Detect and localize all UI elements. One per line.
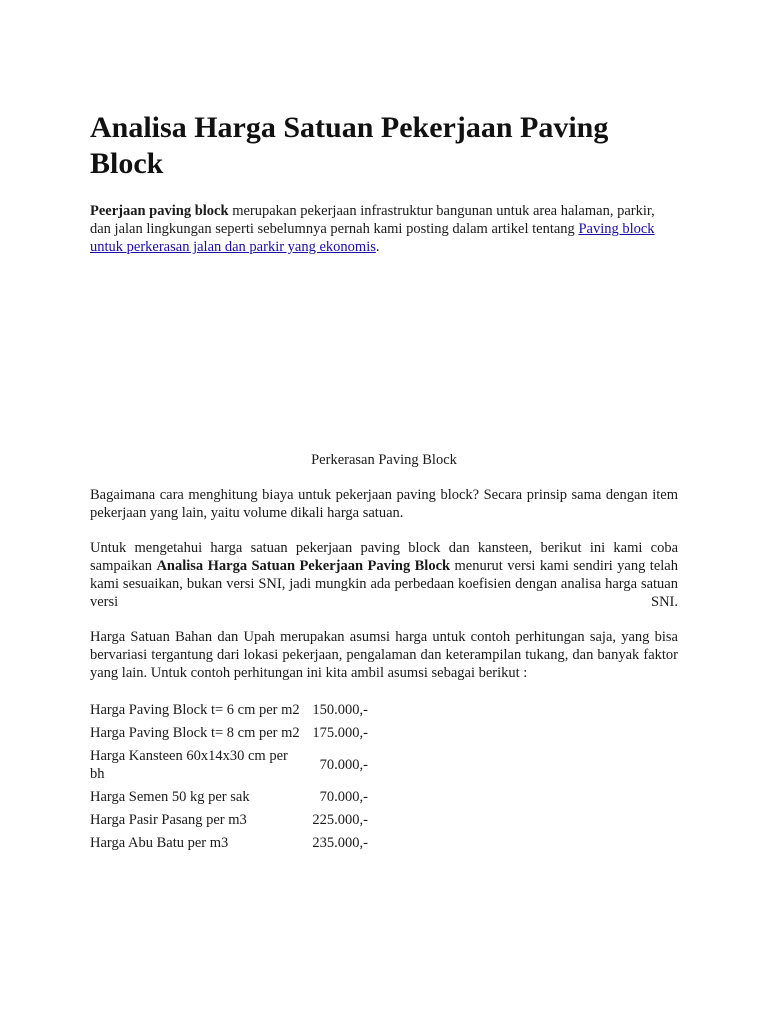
intro-paragraph (90, 202, 678, 256)
image-caption: Perkerasan Paving Block (311, 452, 457, 468)
paragraph-3: Harga Satuan Bahan dan Upah merupakan asumsi harga untuk contoh perhitungan saja, yang bisa bervariasi tergantung dari lokasi pekerjaan, pengalaman dan keterampilan tukang, dan banyak faktor yang lain. Untuk contoh perhitungan ini kita ambil asumsi sebagai berikut : (90, 629, 678, 681)
price-value: 150.000,- (312, 702, 368, 718)
price-item: Harga Semen 50 kg per sak (90, 789, 250, 805)
article-title: Analisa Harga Satuan Pekerjaan Paving Block (90, 111, 609, 180)
intro-end: . (375, 239, 380, 255)
paragraph-2-post: menurut versi kami sendiri yang telah kami sesuaikan, bukan versi SNI, jadi mungkin ada perbedaan koefisien dengan analisa harga satuan versi SNI. (90, 558, 678, 610)
intro-text: merupakan pekerjaan infrastruktur bangunan untuk area halaman, parkir, dan jalan lingkungan seperti sebelumnya pernah kami posting dalam artikel tentang (90, 203, 655, 237)
paragraph-1: Bagaimana cara menghitung biaya untuk pekerjaan paving block? Secara prinsip sama dengan item pekerjaan yang lain, yaitu volume dikali harga satuan. (90, 487, 678, 521)
price-value: 235.000,- (312, 835, 368, 851)
paragraph-2 (90, 539, 678, 611)
paragraph-2-pre: Untuk mengetahui harga satuan pekerjaan paving block dan kansteen, berikut ini kami coba sampaikan (90, 540, 678, 574)
price-table (90, 699, 368, 855)
price-value: 70.000,- (319, 757, 368, 773)
paragraph-2-bold: Analisa Harga Satuan Pekerjaan Paving Block (156, 558, 451, 574)
table-row (90, 786, 368, 809)
price-item: Harga Kansteen 60x14x30 cm per bh (90, 748, 288, 782)
price-item: Harga Paving Block t= 8 cm per m2 (90, 725, 300, 741)
table-row (90, 699, 368, 722)
related-article-link[interactable]: Paving block untuk perkerasan jalan dan parkir yang ekonomis (90, 221, 655, 255)
price-item: Harga Pasir Pasang per m3 (90, 812, 247, 828)
price-value: 175.000,- (312, 725, 368, 741)
price-value: 70.000,- (319, 789, 368, 805)
table-row (90, 722, 368, 745)
table-row (90, 745, 368, 786)
table-row (90, 809, 368, 832)
image-placeholder (90, 256, 678, 451)
price-value: 225.000,- (312, 812, 368, 828)
intro-bold-lead: Peerjaan paving block (90, 203, 229, 219)
price-item: Harga Paving Block t= 6 cm per m2 (90, 702, 300, 718)
table-row (90, 832, 368, 855)
price-item: Harga Abu Batu per m3 (90, 835, 229, 851)
article-body (90, 110, 678, 855)
